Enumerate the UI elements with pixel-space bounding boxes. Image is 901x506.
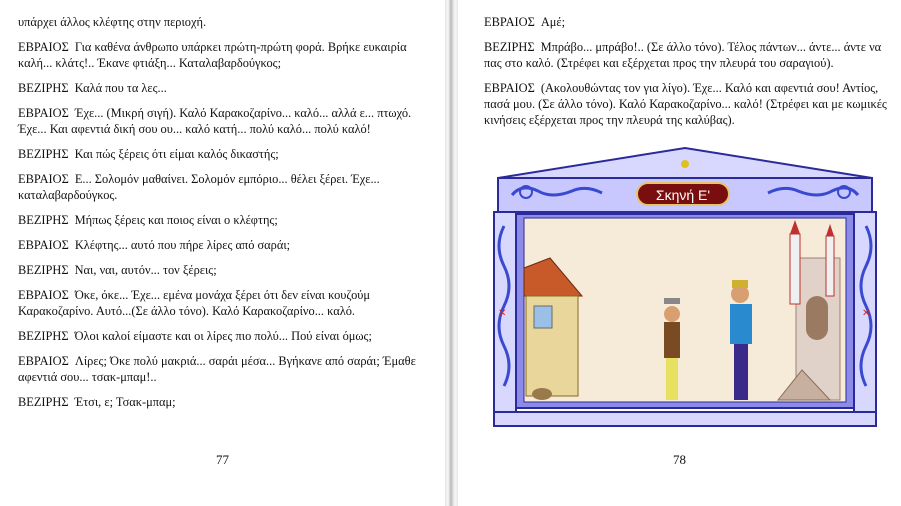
dialogue-line <box>18 237 425 253</box>
left-page-text <box>18 14 425 419</box>
svg-text:✕: ✕ <box>498 308 507 319</box>
dialogue-line <box>18 262 425 278</box>
speaker-name: ΒΕΖΙΡΗΣ <box>484 40 535 54</box>
speaker-name: ΒΕΖΙΡΗΣ <box>18 213 69 227</box>
speaker-name: ΕΒΡΑΙΟΣ <box>484 15 535 29</box>
dialogue-line <box>18 171 425 203</box>
line-text: Καλά που τα λες... <box>74 81 167 95</box>
line-text: Και πώς ξέρεις ότι είμαι καλός δικαστής; <box>74 147 279 161</box>
line-text: Ε... Σολομόν μαθαίνει. Σολομόν εμπόριο... θέλει ξέρει. Έχε... καταλαβαρδούγκος. <box>18 172 380 202</box>
line-text: Κλέφτης... αυτό που πήρε λίρες από σαράι; <box>74 238 291 252</box>
speaker-name: ΒΕΖΙΡΗΣ <box>18 395 69 409</box>
dialogue-line <box>18 14 425 30</box>
svg-text:✕: ✕ <box>862 308 871 319</box>
dialogue-line <box>18 212 425 228</box>
speaker-name: ΒΕΖΙΡΗΣ <box>18 81 69 95</box>
book-gutter <box>445 0 458 506</box>
line-text: Αμέ; <box>540 15 566 29</box>
speaker-name: ΕΒΡΑΙΟΣ <box>18 40 69 54</box>
line-text: Έχε... (Μικρή σιγή). Καλό Καρακοζαρίνο... καλό... αλλά ε... πτωχό. Έχε... Και αφεντιά δική σου ου... καλό κατή... πολύ καλό... πολύ καλό! <box>18 106 412 136</box>
left-page <box>0 0 445 506</box>
dialogue-line <box>18 287 425 319</box>
speaker-name: ΒΕΖΙΡΗΣ <box>18 329 69 343</box>
speaker-name: ΕΒΡΑΙΟΣ <box>484 81 535 95</box>
right-page-text <box>484 14 887 137</box>
speaker-name: ΕΒΡΑΙΟΣ <box>18 172 69 186</box>
dialogue-line <box>484 39 887 71</box>
line-text: Λίρες; Όκε πολύ μακριά... σαράι μέσα... Βγήκανε από σαράι; Έμαθε αφεντιά σου... τσακ-μπαμ!.. <box>18 354 416 384</box>
dialogue-line <box>18 80 425 96</box>
dialogue-line <box>18 328 425 344</box>
shadow-theatre-stage-illustration <box>490 146 880 428</box>
dialogue-line <box>18 39 425 71</box>
merchant-figure-illustration <box>664 298 680 400</box>
line-text: Ναι, ναι, αυτόν... τον ξέρεις; <box>74 263 217 277</box>
dialogue-line <box>18 105 425 137</box>
line-text: (Ακολουθώντας τον για λίγο). Έχε... Καλό και αφεντιά σου! Αντίος, πασά μου. (Σε άλλο τόνο). Καλό Καρακοζαρίνο... καλό! (Στρέφει και με κωμικές κινήσεις εξέρχεται προς την πλευρά της καλύβας). <box>484 81 887 127</box>
speaker-name: ΒΕΖΙΡΗΣ <box>18 147 69 161</box>
dialogue-line <box>18 394 425 410</box>
speaker-name: ΕΒΡΑΙΟΣ <box>18 106 69 120</box>
speaker-name: ΕΒΡΑΙΟΣ <box>18 238 69 252</box>
speaker-name: ΕΒΡΑΙΟΣ <box>18 354 69 368</box>
page-number: 78 <box>673 452 686 467</box>
line-text: Για καθένα άνθρωπο υπάρκει πρώτη-πρώτη φορά. Βρήκε ευκαιρία καλή... κλάτς!.. Έκανε φτιάξη... Καταλαβαρδούγκος; <box>18 40 407 70</box>
page-number: 77 <box>216 452 229 467</box>
dialogue-line <box>484 14 887 30</box>
line-text: υπάρχει άλλος κλέφτης στην περιοχή. <box>18 15 207 29</box>
scene-title-badge: Σκηνή Ε' <box>636 182 730 206</box>
speaker-name: ΕΒΡΑΙΟΣ <box>18 288 69 302</box>
line-text: Έτσι, ε; Τσακ-μπαμ; <box>74 395 176 409</box>
dialogue-line <box>18 146 425 162</box>
line-text: Μπράβο... μπράβο!.. (Σε άλλο τόνο). Τέλος πάντων... άντε... άντε να πας στο καλό. (Στρέφει και εξέρχεται προς την πλευρά του σαραγιού). <box>484 40 882 70</box>
dialogue-line <box>18 353 425 385</box>
line-text: Όλοι καλοί είμαστε και οι λίρες πιο πολύ... Πού είναι όμως; <box>74 329 372 343</box>
right-page <box>458 0 901 506</box>
ornament-dot-icon <box>681 160 689 168</box>
line-text: Όκε, όκε... Έχε... εμένα μονάχα ξέρει ότι δεν είναι κουζούμ Καρακοζαρίνο. Αυτό...(Σε άλλο τόνο). Καλό Καρακοζαρίνο... καλό. <box>18 288 371 318</box>
line-text: Μήπως ξέρεις και ποιος είναι ο κλέφτης; <box>74 213 278 227</box>
speaker-name: ΒΕΖΙΡΗΣ <box>18 263 69 277</box>
dialogue-line <box>484 80 887 128</box>
